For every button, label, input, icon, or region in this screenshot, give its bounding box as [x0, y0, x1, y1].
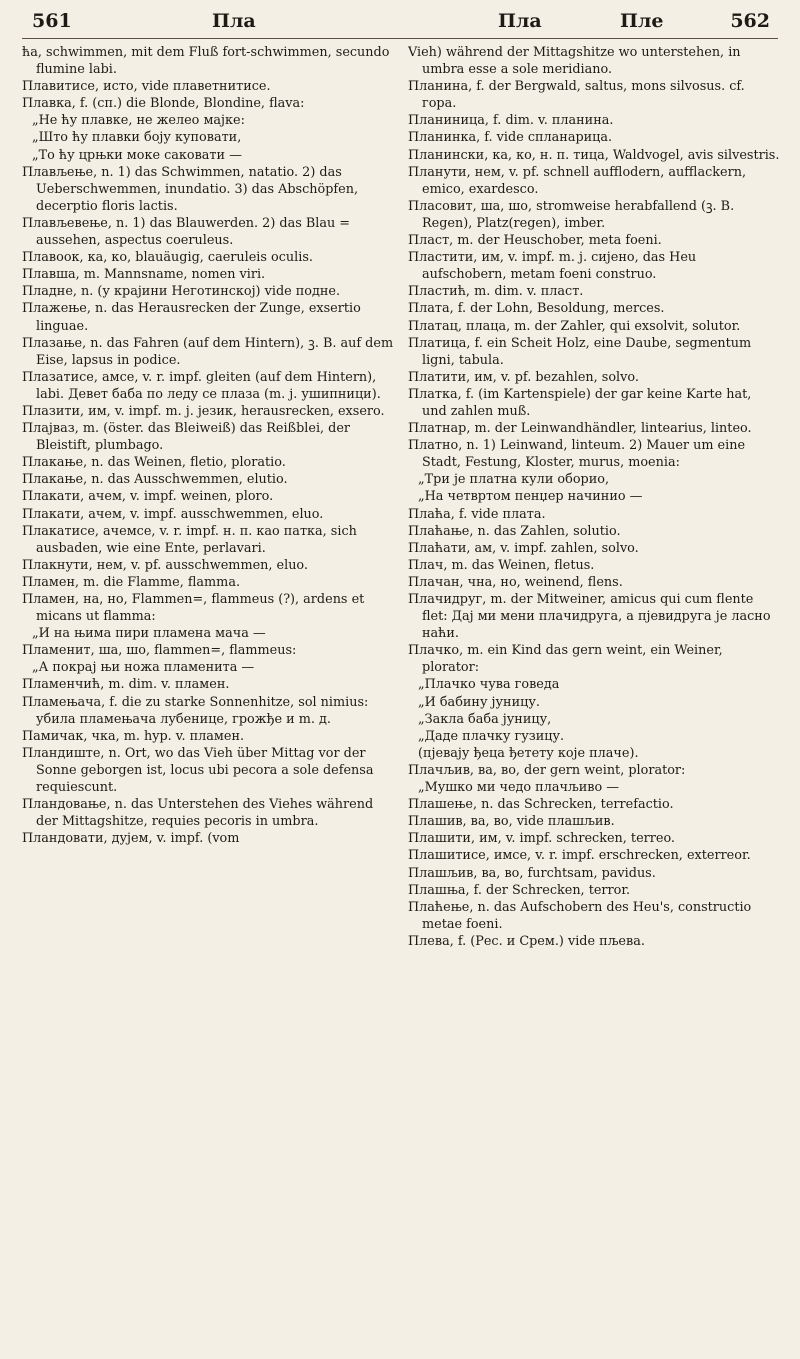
dictionary-entry: Пладне, n. (у крајини Неготинској) vide подне.: [22, 284, 341, 300]
dictionary-entry: Пласовит, ша, шо, stromweise herabfallend (ꝫ. B. Regen), Platz(regen), imber.: [408, 198, 735, 231]
dictionary-entry: Плач, m. das Weinen, fletus.: [408, 557, 595, 573]
dictionary-entry: ћа, schwimmen, mit dem Fluß fort-schwimmen, secundo flumine labi.: [22, 45, 390, 78]
dictionary-entry: Плајваз, m. (öster. das Bleiweiß) das Reißblei, der Bleistift, plumbago.: [22, 421, 351, 454]
dictionary-entry: Плакање, n. das Weinen, fletio, ploratio.: [22, 455, 286, 471]
dictionary-entry: Плазити, им, v. impf. m. j. језик, herausrecken, exsero.: [22, 403, 385, 419]
dictionary-entry: Платити, им, v. pf. bezahlen, solvo.: [408, 369, 639, 385]
dictionary-entry: Плашња, f. der Schrecken, terror.: [408, 882, 631, 898]
dictionary-entry: Плаћење, n. das Aufschobern des Heu's, constructio metae foeni.: [408, 899, 752, 932]
left-column: [22, 44, 394, 1351]
dictionary-entry: Пластити, им, v. impf. m. j. сијено, das Heu aufschobern, metam foeni construo.: [408, 250, 697, 283]
page-number-left: 561: [32, 10, 72, 32]
dictionary-entry: Платнар, m. der Leinwandhändler, lintearius, linteo.: [408, 421, 752, 437]
dictionary-entry: Плављевење, n. 1) das Blauwerden. 2) das Blau = aussehen, aspectus coeruleus.: [22, 215, 350, 249]
dictionary-entry: Платица, f. ein Scheit Holz, eine Daube, segmentum ligni, tabula.: [408, 335, 752, 368]
dictionary-entry: Плачан, чна, но, weinend, flens.: [408, 574, 623, 590]
dictionary-entry: Плавоок, ка, ко, blauäugig, caeruleis oculis.: [22, 250, 313, 266]
page-header: [22, 6, 778, 36]
dictionary-entry: Пламен, m. die Flamme, flamma.: [22, 574, 241, 590]
dictionary-entry: Плата, f. der Lohn, Besoldung, merces.: [408, 301, 665, 317]
dictionary-entry: Плашење, n. das Schrecken, terrefactio.: [408, 797, 674, 813]
dictionary-entry: Плакнути, нем, v. pf. ausschwemmen, eluo.: [22, 557, 308, 573]
dictionary-entry: Пландиште, n. Ort, wo das Vieh über Mittag vor der Sonne geborgen ist, locus ubi pecora a sole defensa requiescunt.: [22, 745, 374, 796]
dictionary-entry: (пјевају ђеца ђетету које плаче).: [418, 745, 639, 761]
dictionary-entry: Пламенчић, m. dim. v. пламен.: [22, 677, 230, 693]
running-head-left: Пла: [212, 10, 256, 32]
dictionary-entry: „Закла баба јуницу,: [418, 711, 552, 727]
dictionary-entry: „Не ћу плавке, не желео мајке:: [32, 113, 245, 129]
dictionary-entry: „И бабину јуницу.: [418, 694, 540, 710]
dictionary-entry: „Даде плачку гузицу.: [418, 728, 565, 744]
dictionary-entry: Плашити, им, v. impf. schrecken, terreo.: [408, 831, 675, 847]
dictionary-entry: „Мушко ми чедо плачљиво —: [418, 780, 620, 796]
dictionary-entry: Платка, f. (im Kartenspiele) der gar keine Karte hat, und zahlen muß.: [408, 386, 752, 419]
dictionary-entry: Плачко, m. ein Kind das gern weint, ein Weiner, plorator:: [408, 643, 723, 676]
dictionary-entry: Плашитисе, имсе, v. r. impf. erschrecken, exterreor.: [408, 848, 751, 864]
running-head-mid-left: Пла: [498, 10, 542, 32]
dictionary-entry: Плаћање, n. das Zahlen, solutio.: [408, 523, 621, 539]
right-column: [408, 44, 780, 1351]
dictionary-entry: „Три је платна кули оборио,: [418, 472, 610, 488]
dictionary-entry: Плашив, ва, во, vide плашљив.: [408, 814, 615, 830]
dictionary-entry: Планина, f. der Bergwald, saltus, mons silvosus. cf. гора.: [408, 79, 745, 112]
dictionary-entry: Плавша, m. Mannsname, nomen viri.: [22, 267, 266, 283]
dictionary-entry: „Плачко чува говеда: [418, 677, 560, 693]
dictionary-entry: Плазање, n. das Fahren (auf dem Hintern), ꝫ. B. auf dem Eise, lapsus in podice.: [22, 335, 394, 368]
dictionary-entry: „А покрај њи ножа пламенита —: [32, 660, 255, 676]
dictionary-entry: „И на њима пири пламена мача —: [32, 626, 266, 642]
dictionary-entry: Планинка, f. vide спланарица.: [408, 130, 613, 146]
dictionary-entry: Платно, n. 1) Leinwand, linteum. 2) Mauer um eine Stadt, Festung, Kloster, murus, moenia:: [408, 438, 746, 471]
dictionary-entry: Плачљив, ва, во, der gern weint, plorator:: [408, 762, 686, 778]
dictionary-entry: Плева, f. (Рес. и Срем.) vide пљева.: [408, 933, 645, 949]
dictionary-entry: Плаћа, f. vide плата.: [408, 506, 546, 522]
header-rule: [22, 38, 778, 39]
dictionary-entry: Пламенит, ша, шо, flammen=, flammeus:: [22, 643, 297, 659]
dictionary-entry: Плављење, n. 1) das Schwimmen, natatio. 2) das Ueberschwemmen, inundatio. 3) das Abschöpfen, decerptio floris lactis.: [22, 164, 359, 214]
dictionary-entry: „То ћу црњки моке саковати —: [32, 147, 242, 163]
dictionary-entry: Плаћати, ам, v. impf. zahlen, solvo.: [408, 540, 639, 556]
dictionary-entry: Плакати, ачем, v. impf. ausschwemmen, eluo.: [22, 506, 324, 522]
dictionary-entry: Плакатисе, ачемсе, v. r. impf. н. п. као патка, sich ausbaden, wie eine Ente, perlavari.: [22, 523, 357, 556]
dictionary-entry: Плажење, n. das Herausrecken der Zunge, exsertio linguae.: [22, 301, 361, 334]
dictionary-entry: Пласт, m. der Heuschober, meta foeni.: [408, 233, 662, 249]
dictionary-entry: Планиница, f. dim. v. планина.: [408, 113, 614, 129]
dictionary-entry: „Што ћу плавки боју куповати,: [32, 130, 242, 146]
dictionary-entry: Vieh) während der Mittagshitze wo unterstehen, in umbra esse a sole meridiano.: [408, 45, 741, 78]
dictionary-entry: Памичак, чка, m. hyp. v. пламен.: [22, 728, 245, 744]
dictionary-entry: Пландовање, n. das Unterstehen des Viehes während der Mittagshitze, requies pecoris in umbra.: [22, 797, 374, 830]
dictionary-entry: Пландовати, дујем, v. impf. (vom: [22, 831, 240, 847]
running-head-mid-right: Пле: [620, 10, 664, 32]
dictionary-entry: Плакање, n. das Ausschwemmen, elutio.: [22, 472, 288, 488]
dictionary-entry: Плазатисе, амсе, v. r. impf. gleiten (auf dem Hintern), labi. Девет баба по леду се плаза (m. j. ушипници).: [22, 369, 381, 402]
dictionary-entry: Пластић, m. dim. v. пласт.: [408, 284, 584, 300]
dictionary-entry: Пламен, на, но, Flammen=, flammeus (?), ardens et micans ut flamma:: [22, 592, 365, 625]
dictionary-entry: Плачидруг, m. der Mitweiner, amicus qui cum flente flet: Дај ми мени плачидруга, а пјевидруга је ласно наћи.: [408, 592, 771, 642]
dictionary-entry: Планути, нем, v. pf. schnell aufflodern, aufflackern, emico, exardesco.: [408, 164, 747, 197]
dictionary-entry: Плавитисе, исто, vide плаветнитисе.: [22, 79, 271, 95]
page-number-right: 562: [730, 10, 770, 32]
dictionary-entry: Плавка, f. (сп.) die Blonde, Blondine, flava:: [22, 96, 305, 112]
dictionary-entry: Пламењача, f. die zu starke Sonnenhitze, sol nimius: убила пламењача лубенице, грожђе и m. д.: [22, 694, 369, 727]
dictionary-entry: Планински, ка, ко, н. п. тица, Waldvogel, avis silvestris.: [408, 147, 780, 163]
dictionary-entry: Плашљив, ва, во, furchtsam, pavidus.: [408, 865, 656, 881]
dictionary-entry: Плакати, ачем, v. impf. weinen, ploro.: [22, 489, 274, 505]
dictionary-entry: Платац, плаца, m. der Zahler, qui exsolvit, solutor.: [408, 318, 741, 334]
dictionary-entry: „На четвртом пенџер начинио —: [418, 489, 643, 505]
